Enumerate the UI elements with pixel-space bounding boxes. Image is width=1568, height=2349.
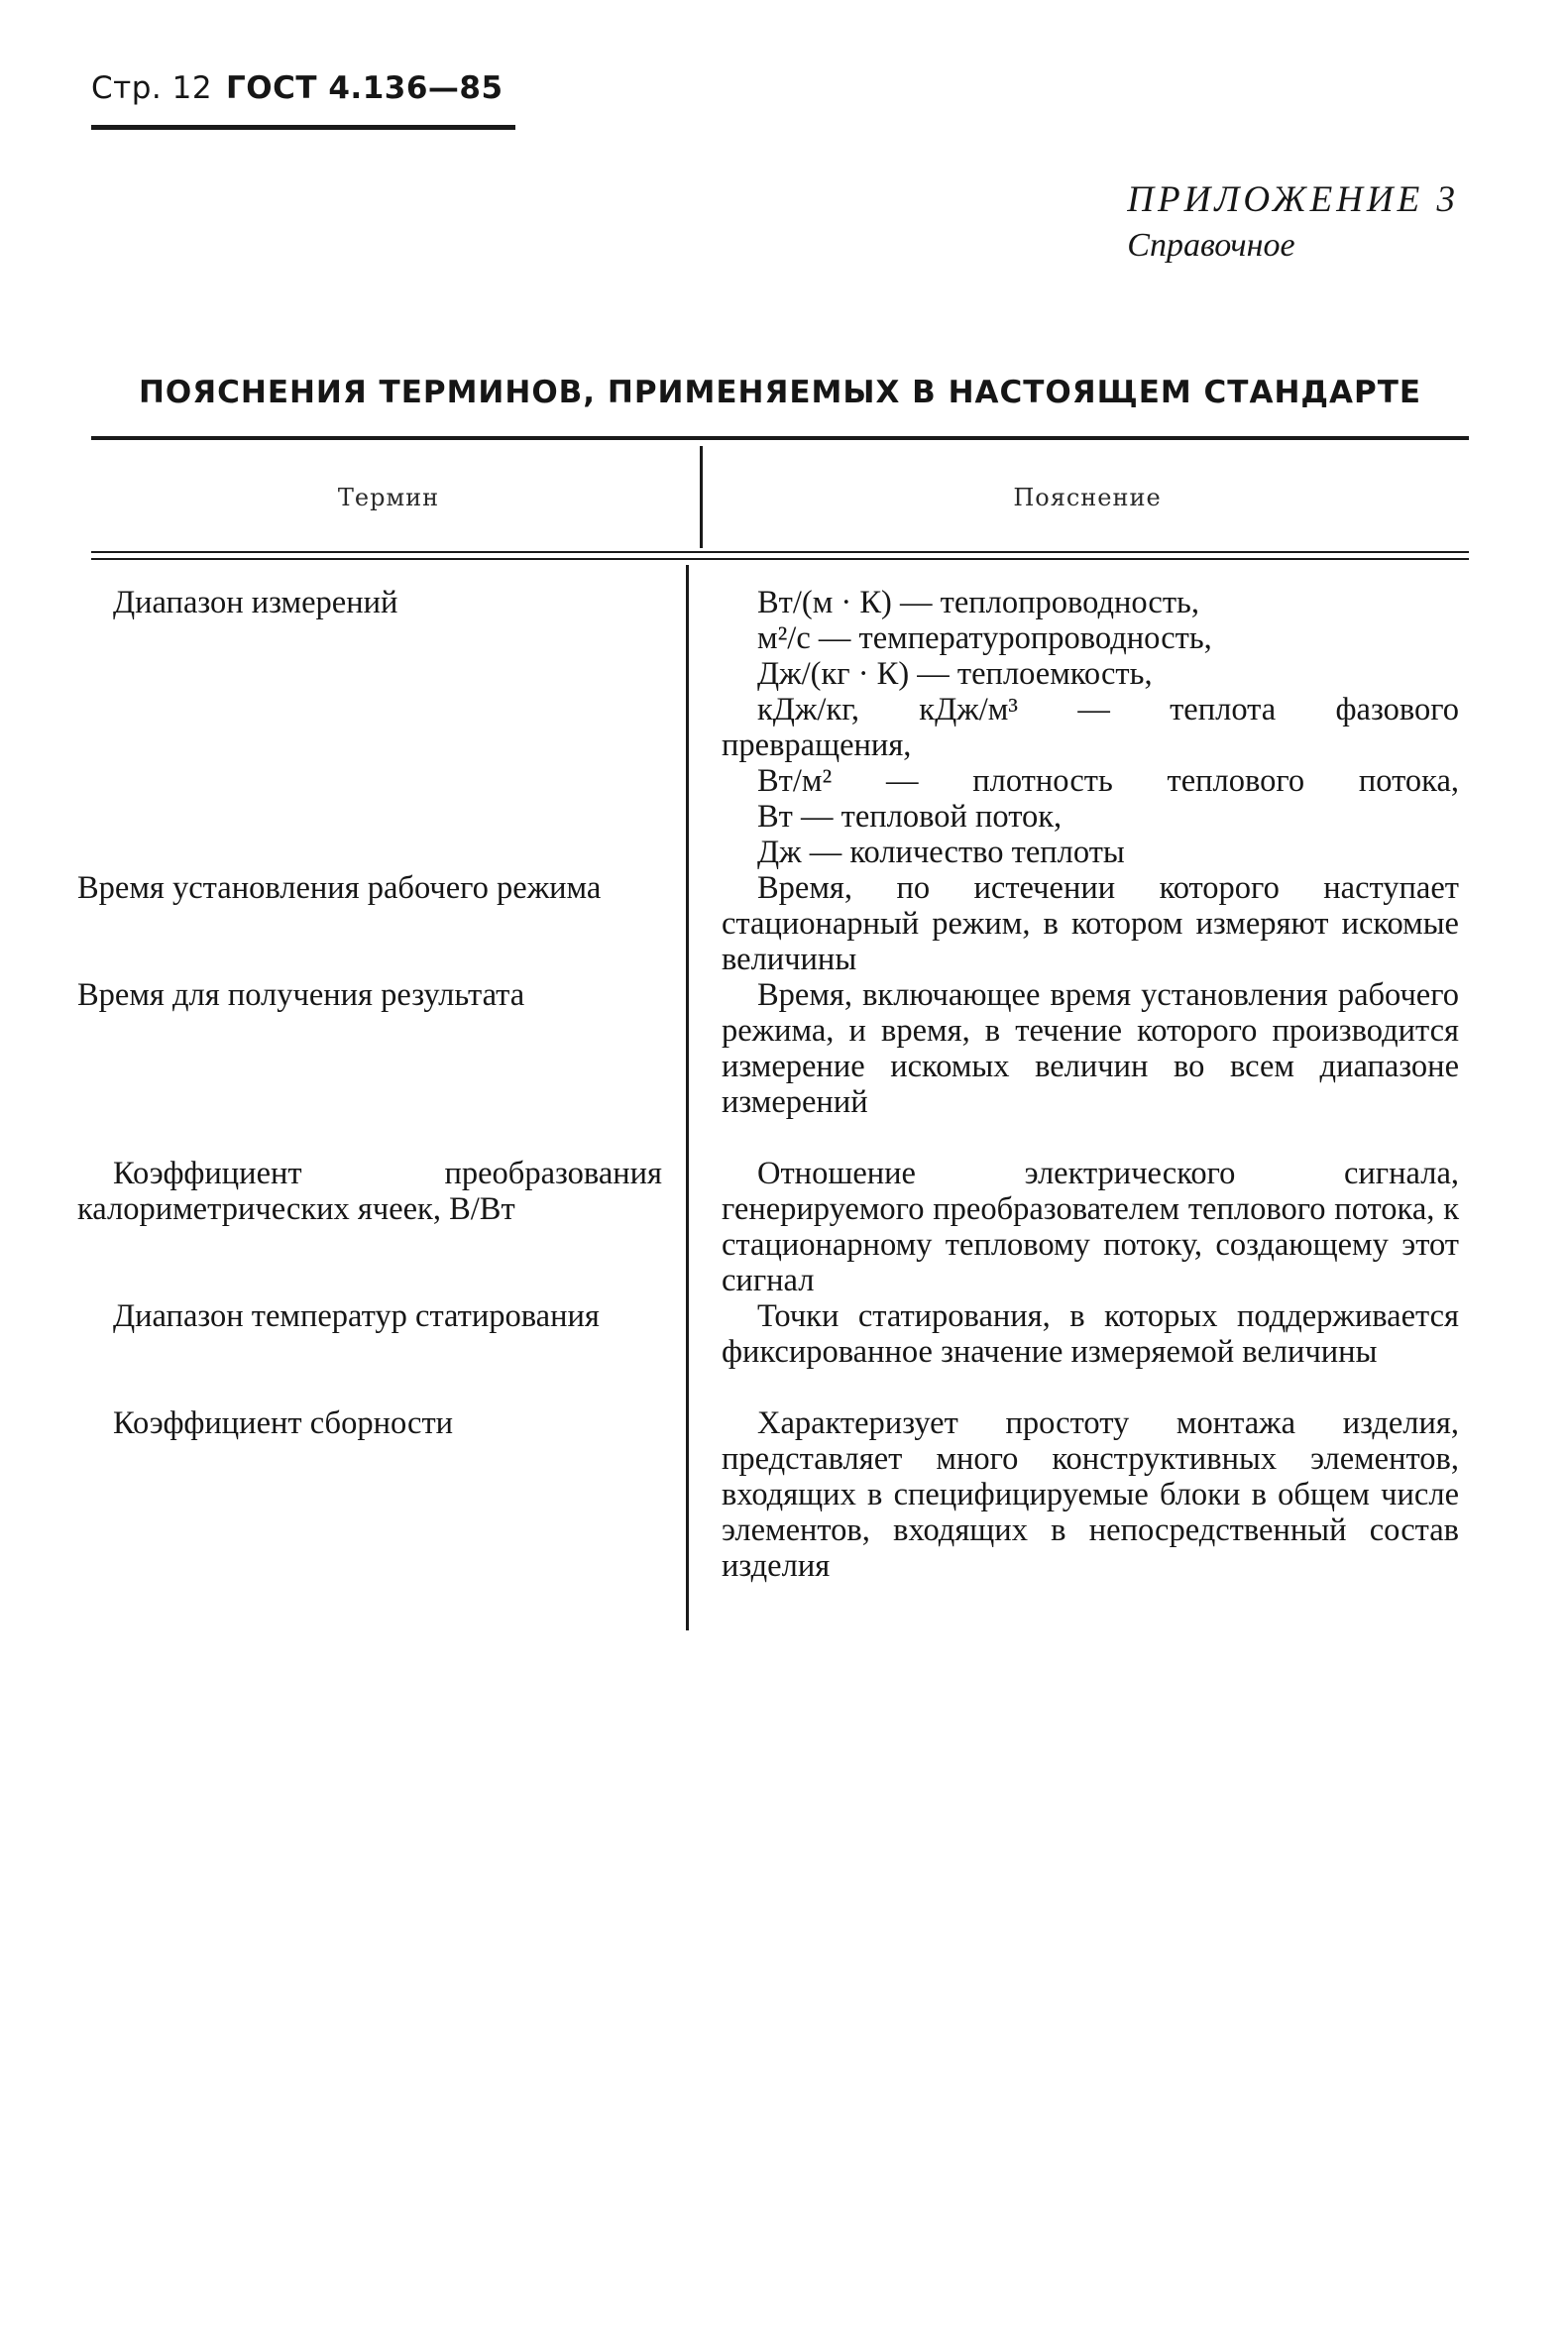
explanation-line: Вт — тепловой поток, (757, 799, 1063, 835)
standard-designation: ГОСТ 4.136—85 (226, 70, 504, 106)
explanation-cell: Характеризует простоту монтажа изделия, представляет много конструктивных элементов, входящих в специфицируемые блоки в общем числе элементов, входящих в непосредственный состав изделия (722, 1405, 1459, 1584)
page-number: Стр. 12 (91, 70, 213, 106)
explanation-line: Вт/(м · К) — теплопроводность, (757, 585, 1200, 620)
table-header-divider (700, 446, 703, 548)
column-header-term: Термин (337, 484, 440, 511)
explanation-line: Вт/м² — плотность теплового потока, (757, 763, 1459, 799)
table-top-rule (91, 436, 1469, 440)
column-header-explanation: Пояснение (1013, 484, 1162, 511)
explanation-line: превращения, (722, 727, 912, 763)
explanation-cell: Отношение электрического сигнала, генерируемого преобразователем теплового потока, к стационарному тепловому потоку, создающему этот сигнал (722, 1156, 1459, 1298)
term-cell: Коэффициент преобразования калориметрических ячеек, В/Вт (77, 1156, 662, 1227)
header-rule (91, 125, 515, 130)
term-cell: Коэффициент сборности (113, 1405, 454, 1441)
term-cell: Диапазон измерений (113, 585, 398, 620)
appendix-heading (1127, 178, 1459, 270)
explanation-line: Дж/(кг · К) — теплоемкость, (757, 656, 1153, 692)
term-cell: Время для получения результата (77, 977, 525, 1013)
explanation-cell: Точки статирования, в которых поддерживается фиксированное значение измеряемой величины (722, 1298, 1459, 1370)
appendix-title: ПРИЛОЖЕНИЕ 3 (1127, 179, 1459, 220)
explanation-line: м²/с — температуропроводность, (757, 620, 1212, 656)
term-cell: Время установления рабочего режима (77, 870, 602, 906)
explanation-cell: Время, по истечении которого наступает стационарный режим, в котором измеряют искомые величины (722, 870, 1459, 977)
table-header-rule-double (91, 558, 1469, 560)
appendix-subtitle: Справочное (1127, 227, 1295, 265)
explanation-cell: Время, включающее время установления рабочего режима, и время, в течение которого производится измерение искомых величин во всем диапазоне измерений (722, 977, 1459, 1120)
explanation-cell (722, 585, 1459, 870)
explanation-line: Дж — количество теплоты (757, 835, 1125, 870)
table-column-divider (686, 565, 689, 1630)
term-cell: Диапазон температур статирования (113, 1298, 600, 1334)
explanation-line: кДж/кг, кДж/м³ — теплота фазового (757, 692, 1459, 727)
table-header-rule (91, 551, 1469, 553)
page-header (91, 70, 504, 106)
section-title: ПОЯСНЕНИЯ ТЕРМИНОВ, ПРИМЕНЯЕМЫХ В НАСТОЯЩЕМ СТАНДАРТЕ (138, 375, 1422, 410)
